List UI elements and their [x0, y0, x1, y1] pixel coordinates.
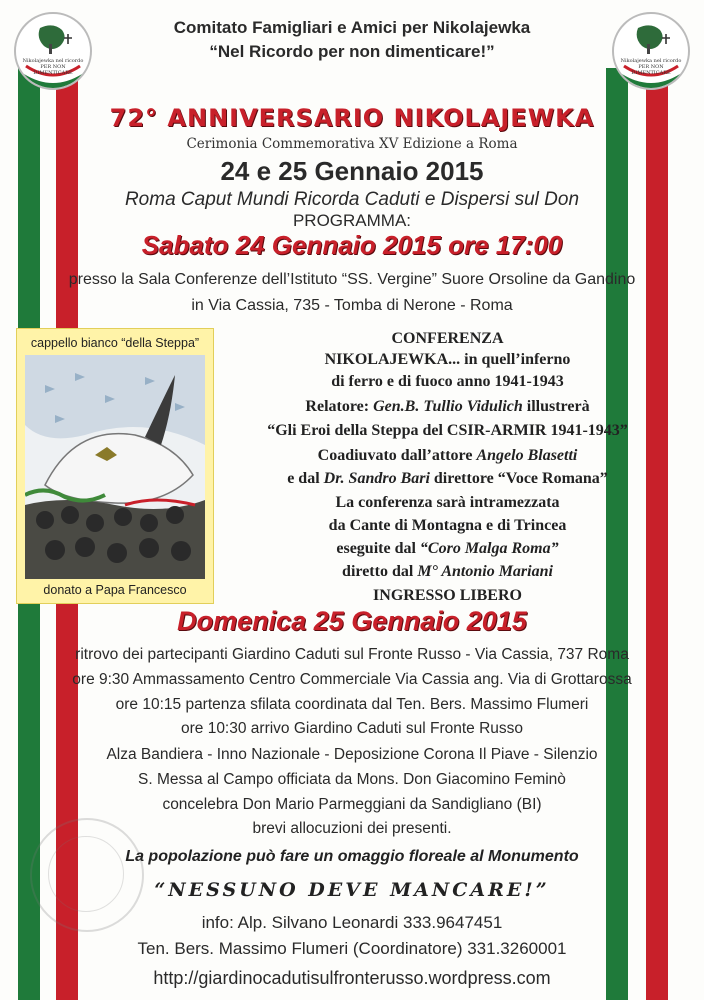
conference-actor — [215, 447, 680, 465]
conference-actor-prefix: Coadiuvato dall’attore — [317, 447, 477, 464]
conference-free-entry: INGRESSO LIBERO — [373, 587, 522, 604]
conference-line9: da Cante di Montagna e di Trincea — [328, 517, 567, 534]
page-title: 72° ANNIVERSARIO NIKOLAJEWKA — [109, 104, 595, 132]
saturday-place-line2: in Via Cassia, 735 - Tomba di Nerone - Roma — [191, 297, 513, 314]
info-contact1: info: Alp. Silvano Leonardi 333.9647451 — [201, 913, 503, 932]
conference-director-prefix: e dal — [287, 470, 324, 487]
floral-tribute-note: La popolazione può fare un omaggio floreale al Monumento — [125, 848, 579, 865]
painting-photo-box — [16, 328, 214, 604]
event-motto: Roma Caput Mundi Ricorda Caduti e Dispersi sul Don — [124, 189, 580, 210]
conference-speaker-name: Gen.B. Tullio Vidulich — [373, 398, 523, 415]
logo-right-text: Nikolajewka nel ricordo PER NON DIMENTICARE — [620, 58, 682, 76]
sunday-heading: Domenica 25 Gennaio 2015 — [177, 606, 527, 636]
conference-line3: di ferro e di fuoco anno 1941-1943 — [331, 373, 564, 390]
conference-speaker — [215, 398, 680, 416]
conference-director-suffix: direttore “Voce Romana” — [429, 470, 608, 487]
sunday-line3: ore 10:15 partenza sfilata coordinata dal Ten. Bers. Massimo Flumeri — [115, 696, 589, 713]
sunday-line7: concelebra Don Mario Parmeggiani da Sandigliano (BI) — [162, 796, 542, 813]
page-subtitle: Cerimonia Commemorativa XV Edizione a Roma — [186, 136, 518, 152]
conference-line8: La conferenza sarà intramezzata — [335, 494, 560, 511]
saturday-heading: Sabato 24 Gennaio 2015 ore 17:00 — [141, 230, 563, 260]
sunday-line6: S. Messa al Campo officiata da Mons. Don Giacomino Feminò — [138, 771, 566, 788]
programma-label: PROGRAMMA: — [292, 211, 412, 230]
info-contact2: Ten. Bers. Massimo Flumeri (Coordinatore) 331.3260001 — [137, 939, 567, 958]
conference-choir-name: “Coro Malga Roma” — [419, 540, 559, 557]
conference-speaker-prefix: Relatore: — [305, 398, 374, 415]
photo-caption-top: cappello bianco “della Steppa” — [30, 336, 200, 350]
event-dates: 24 e 25 Gennaio 2015 — [220, 156, 484, 186]
conference-heading: CONFERENZA — [391, 330, 504, 347]
photo-caption-bottom: donato a Papa Francesco — [43, 583, 187, 597]
conference-choir — [215, 540, 680, 558]
conference-director-name: Dr. Sandro Bari — [323, 470, 430, 487]
sunday-line2: ore 9:30 Ammassamento Centro Commerciale Via Cassia ang. Via di Grottarossa — [72, 671, 632, 688]
website-url: http://giardinocadutisulfronterusso.wordpress.com — [153, 968, 551, 988]
sunday-line1: ritrovo dei partecipanti Giardino Caduti sul Fronte Russo - Via Cassia, 737 Roma — [75, 646, 629, 663]
conference-line2: NIKOLAJEWKA... in quell’inferno — [324, 351, 571, 368]
conference-actor-name: Angelo Blasetti — [476, 447, 578, 464]
header-committee: Comitato Famigliari e Amici per Nikolajewka — [173, 18, 531, 37]
conference-speaker-suffix: illustrerà — [522, 398, 590, 415]
nessuno-deve-mancare: “NESSUNO DEVE MANCARE!” — [154, 879, 550, 901]
logo-left-text: Nikolajewka nel ricordo PER NON DIMENTICARE — [22, 58, 84, 76]
conference-director — [215, 470, 680, 488]
saturday-place-line1: presso la Sala Conferenze dell’Istituto “SS. Vergine” Suore Orsoline da Gandino — [68, 271, 636, 288]
header-motto: “Nel Ricordo per non dimenticare!” — [209, 42, 495, 61]
conference-conductor — [215, 563, 680, 581]
sunday-line5: Alza Bandiera - Inno Nazionale - Deposizione Corona Il Piave - Silenzio — [106, 746, 598, 763]
sunday-line4: ore 10:30 arrivo Giardino Caduti sul Fronte Russo — [180, 720, 524, 737]
conference-choir-prefix: eseguite dal — [336, 540, 420, 557]
conference-topic: “Gli Eroi della Steppa del CSIR-ARMIR 1941-1943” — [267, 422, 628, 439]
conference-conductor-name: M° Antonio Mariani — [417, 563, 553, 580]
sunday-line8: brevi allocuzioni dei presenti. — [252, 820, 452, 837]
conference-conductor-prefix: diretto dal — [342, 563, 418, 580]
painting-illustration — [25, 355, 205, 579]
